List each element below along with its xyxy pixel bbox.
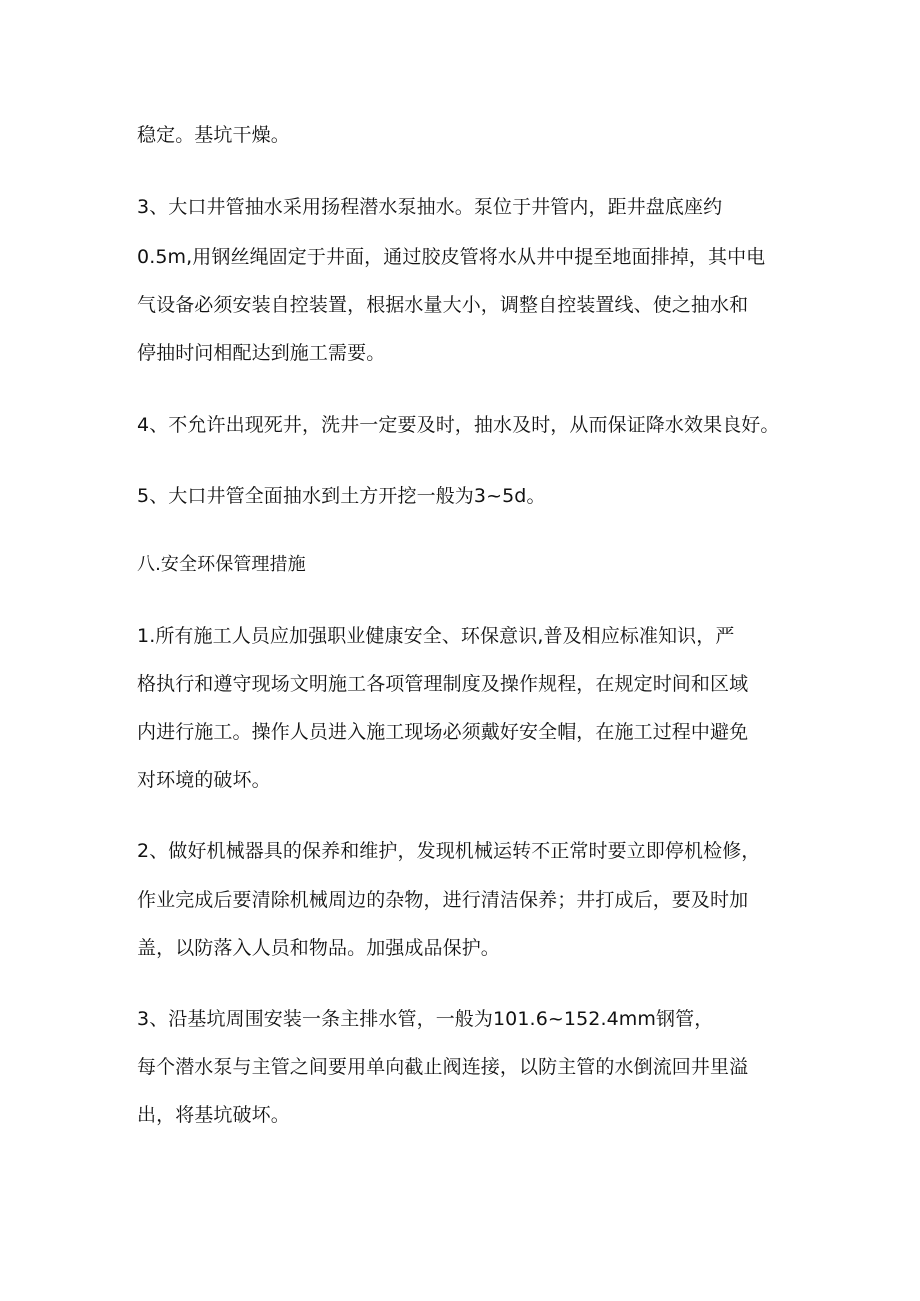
text-line-16: 3、沿基坑周围安装一条主排水管，一般为101.6~152.4mm钢管， xyxy=(137,1008,714,1030)
text-line-5: 停抽时问相配达到施工需要。 xyxy=(137,342,386,364)
text-line-18: 出，将基坑破坏。 xyxy=(137,1104,290,1126)
text-line-11: 内进行施工。操作人员进入施工现场必须戴好安全帽，在施工过程中避免 xyxy=(137,721,749,743)
text-line-3: 0.5m,用钢丝绳固定于井面，通过胶皮管将水从井中提至地面排掉，其中电 xyxy=(137,246,766,268)
section-heading: 八.安全环保管理措施 xyxy=(137,554,306,575)
text-line-14: 作业完成后要清除机械周边的杂物，进行清洁保养；井打成后，要及时加 xyxy=(137,889,749,911)
text-line-9: 1.所有施工人员应加强职业健康安全、环保意识,普及相应标准知识，严 xyxy=(137,625,735,647)
text-line-2: 3、大口井管抽水采用扬程潜水泵抽水。泵位于井管内，距井盘底座约 xyxy=(137,196,723,218)
text-line-10: 格执行和遵守现场文明施工各项管理制度及操作规程，在规定时间和区域 xyxy=(137,673,749,695)
text-line-15: 盖，以防落入人员和物品。加强成品保护。 xyxy=(137,937,500,959)
text-line-13: 2、做好机械器具的保养和维护，发现机械运转不正常时要立即停机检修， xyxy=(137,840,761,862)
text-line-4: 气设备必须安装自控装置，根据水量大小，调整自控装置线、使之抽水和 xyxy=(137,294,749,316)
text-line-12: 对环境的破坏。 xyxy=(137,769,271,791)
text-line-7: 5、大口井管全面抽水到土方开挖一般为3~5d。 xyxy=(137,485,546,507)
text-line-6: 4、不允许出现死井，洗井一定要及时，抽水及时，从而保证降水效果良好。 xyxy=(137,414,780,436)
text-line-1: 稳定。基坑干燥。 xyxy=(137,124,290,146)
text-line-17: 每个潜水泵与主管之间要用单向截止阀连接，以防主管的水倒流回井里溢 xyxy=(137,1056,749,1078)
